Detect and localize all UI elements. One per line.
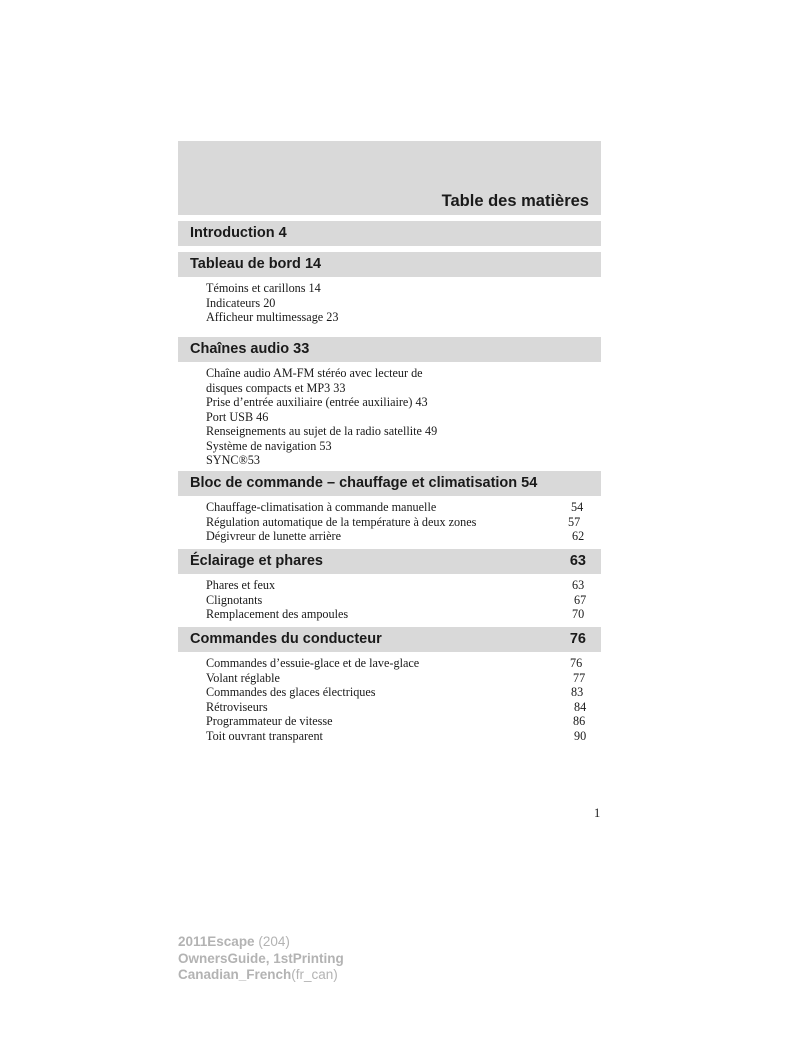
- section-page: 76: [569, 631, 586, 647]
- toc-item[interactable]: SYNC®53: [206, 453, 260, 467]
- footer-code: (204): [254, 934, 290, 949]
- toc-item-label: Chauffage-climatisation à commande manuelle: [206, 500, 437, 514]
- toc-item-label: Phares et feux: [206, 578, 276, 592]
- toc-item[interactable]: [206, 714, 601, 729]
- page-title: Table des matières: [441, 192, 589, 210]
- toc-item-page: 57: [568, 514, 581, 529]
- toc-item[interactable]: [206, 500, 601, 515]
- toc-item-page: 84: [574, 699, 587, 714]
- toc-item[interactable]: Chaîne audio AM-FM stéréo avec lecteur de: [206, 366, 423, 380]
- footer-line-3: [178, 967, 344, 984]
- tableau-items: [178, 277, 601, 337]
- section-label: Introduction 4: [190, 225, 287, 241]
- toc-item[interactable]: [206, 700, 601, 715]
- toc-item-label: Dégivreur de lunette arrière: [206, 529, 342, 543]
- footer-printing: OwnersGuide, 1stPrinting: [178, 950, 344, 966]
- toc-item[interactable]: Système de navigation 53: [206, 438, 332, 453]
- toc-item[interactable]: Témoins et carillons 14: [206, 281, 321, 295]
- toc-item-page: 76: [570, 656, 583, 670]
- toc-item-page: 54: [571, 500, 584, 514]
- section-label: Bloc de commande – chauffage et climatisation 54: [190, 475, 538, 491]
- toc-item-label: Programmateur de vitesse: [206, 714, 333, 728]
- eclairage-items: [178, 574, 601, 627]
- page-number: 1: [594, 806, 601, 820]
- toc-item[interactable]: disques compacts et MP3 33: [206, 380, 346, 395]
- section-label: Tableau de bord 14: [190, 256, 322, 272]
- toc-item-page: 67: [574, 592, 587, 607]
- section-climatisation[interactable]: [178, 471, 601, 496]
- section-label: Commandes du conducteur: [190, 631, 382, 647]
- section-chaines-audio[interactable]: [178, 337, 601, 362]
- footer-line-1: [178, 934, 344, 951]
- footer-line-2: [178, 951, 344, 968]
- toc-item-page: 63: [572, 578, 585, 592]
- toc-item[interactable]: [206, 593, 601, 608]
- toc-item-page: 86: [573, 714, 586, 728]
- footer-language: Canadian_French: [178, 967, 292, 982]
- section-conducteur[interactable]: [178, 627, 601, 652]
- toc-item-label: Commandes des glaces électriques: [206, 685, 376, 699]
- footer-locale: (fr_can): [291, 967, 338, 982]
- footer-model: 2011Escape: [178, 934, 255, 949]
- toc-item-label: Volant réglable: [206, 670, 280, 685]
- toc-item[interactable]: [206, 729, 601, 744]
- toc-item[interactable]: [206, 529, 601, 544]
- toc-item-label: Clignotants: [206, 592, 263, 607]
- toc-item[interactable]: Port USB 46: [206, 409, 269, 424]
- toc-item[interactable]: [206, 656, 601, 671]
- toc-item-label: Commandes d’essuie-glace et de lave-glace: [206, 656, 420, 670]
- section-page: 63: [569, 553, 586, 569]
- toc-page: [178, 141, 601, 743]
- toc-item-label: Toit ouvrant transparent: [206, 728, 323, 743]
- toc-item[interactable]: [206, 685, 601, 700]
- toc-item[interactable]: [206, 607, 601, 622]
- toc-item-page: 83: [571, 685, 584, 699]
- toc-item[interactable]: [206, 578, 601, 593]
- conducteur-items: [178, 652, 601, 743]
- toc-item[interactable]: Prise d’entrée auxiliaire (entrée auxiliaire) 43: [206, 395, 428, 409]
- section-label: Chaînes audio 33: [190, 341, 310, 357]
- toc-item[interactable]: [206, 515, 601, 530]
- audio-items: [178, 362, 601, 471]
- toc-item[interactable]: Afficheur multimessage 23: [206, 310, 339, 324]
- toc-item-page: 77: [573, 670, 586, 685]
- title-band: [178, 141, 601, 215]
- toc-item-label: Rétroviseurs: [206, 699, 268, 714]
- section-label: Éclairage et phares: [190, 553, 323, 569]
- print-footer: [178, 934, 344, 984]
- toc-item[interactable]: [206, 671, 601, 686]
- section-introduction[interactable]: [178, 221, 601, 246]
- climat-items: [178, 496, 601, 549]
- toc-item-page: 90: [574, 728, 587, 743]
- section-eclairage[interactable]: [178, 549, 601, 574]
- toc-item-page: 62: [572, 529, 585, 543]
- section-tableau-de-bord[interactable]: [178, 252, 601, 277]
- toc-item[interactable]: Renseignements au sujet de la radio satellite 49: [206, 424, 438, 438]
- toc-item[interactable]: Indicateurs 20: [206, 295, 276, 310]
- toc-item-label: Remplacement des ampoules: [206, 607, 349, 621]
- toc-item-page: 70: [572, 607, 585, 621]
- toc-item-label: Régulation automatique de la température à deux zones: [206, 514, 477, 529]
